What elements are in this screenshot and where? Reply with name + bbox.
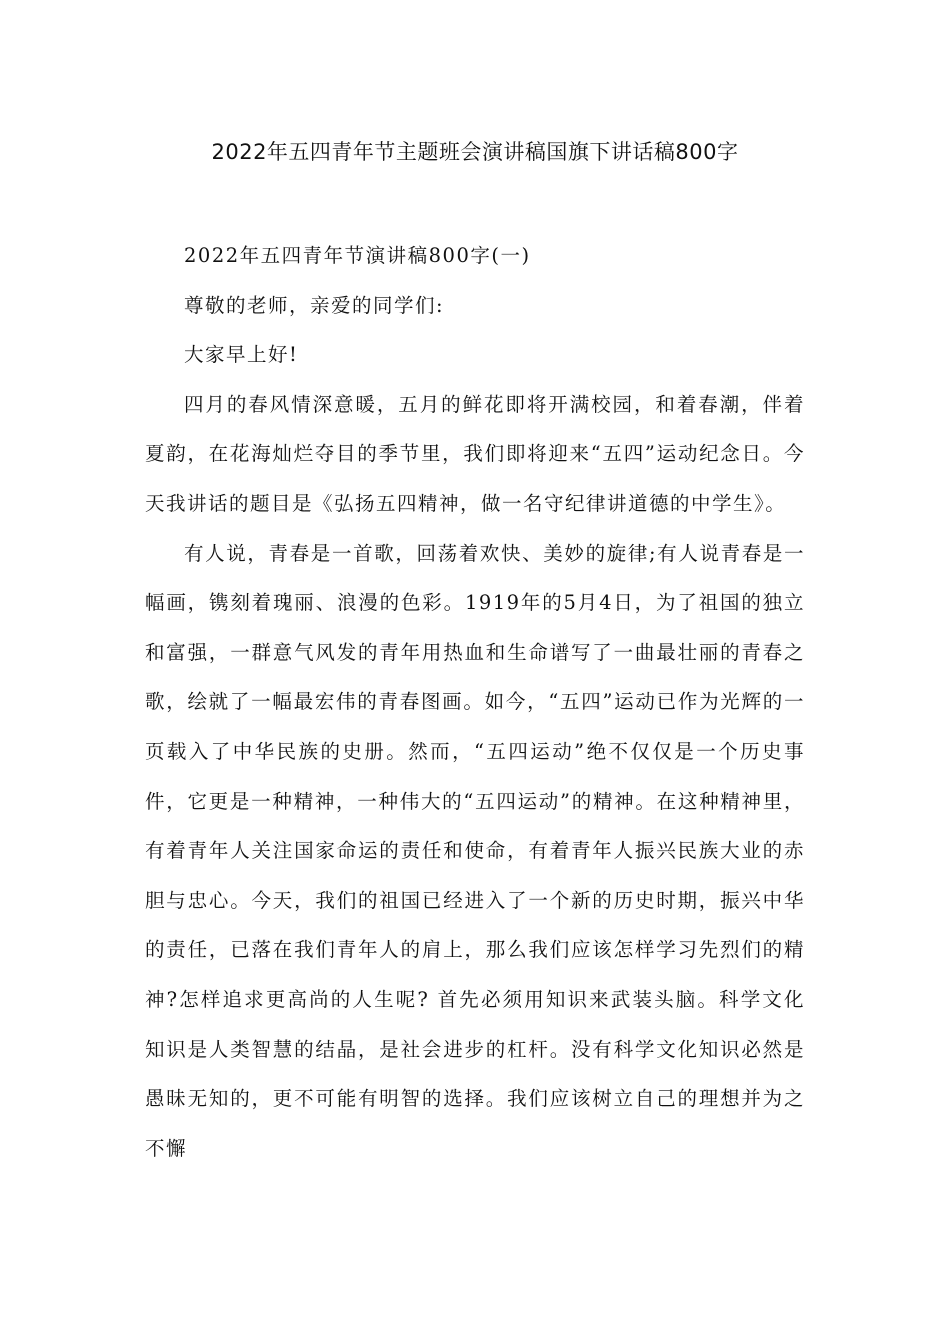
section-heading: 2022年五四青年节演讲稿800字(一) <box>184 244 531 267</box>
paragraph-main: 有人说，青春是一首歌，回荡着欢快、美妙的旋律;有人说青春是一幅画，镌刻着瑰丽、浪漫的色彩。1919年的5月4日，为了祖国的独立和富强，一群意气风发的青年用热血和生命谱写了一曲最壮丽的青春之歌，绘就了一幅最宏伟的青春图画。如今，“五四”运动已作为光辉的一页载入了中华民族的史册。然而，“五四运动”绝不仅仅是一个历史事件，它更是一种精神，一种伟大的“五四运动”的精神。在这种精神里，有着青年人关注国家命运的责任和使命，有着青年人振兴民族大业的赤胆与忠心。今天，我们的祖国已经进入了一个新的历史时期，振兴中华的责任，已落在我们青年人的肩上，那么我们应该怎样学习先烈们的精神?怎样追求更高尚的人生呢? 首先必须用知识来武装头脑。科学文化知识是人类智慧的结晶，是社会进步的杠杆。没有科学文化知识必然是愚昧无知的，更不可能有明智的选择。我们应该树立自己的理想并为之不懈 <box>145 541 805 1160</box>
document-body <box>145 231 805 1173</box>
salutation: 尊敬的老师，亲爱的同学们: <box>184 293 445 317</box>
document-title: 2022年五四青年节主题班会演讲稿国旗下讲话稿800字 <box>211 140 739 164</box>
paragraph-intro: 四月的春风情深意暖，五月的鲜花即将开满校园，和着春潮，伴着夏韵，在花海灿烂夺目的季节里，我们即将迎来“五四”运动纪念日。今天我讲话的题目是《弘扬五四精神，做一名守纪律讲道德的中学生》。 <box>145 392 805 515</box>
greeting: 大家早上好! <box>184 343 299 367</box>
